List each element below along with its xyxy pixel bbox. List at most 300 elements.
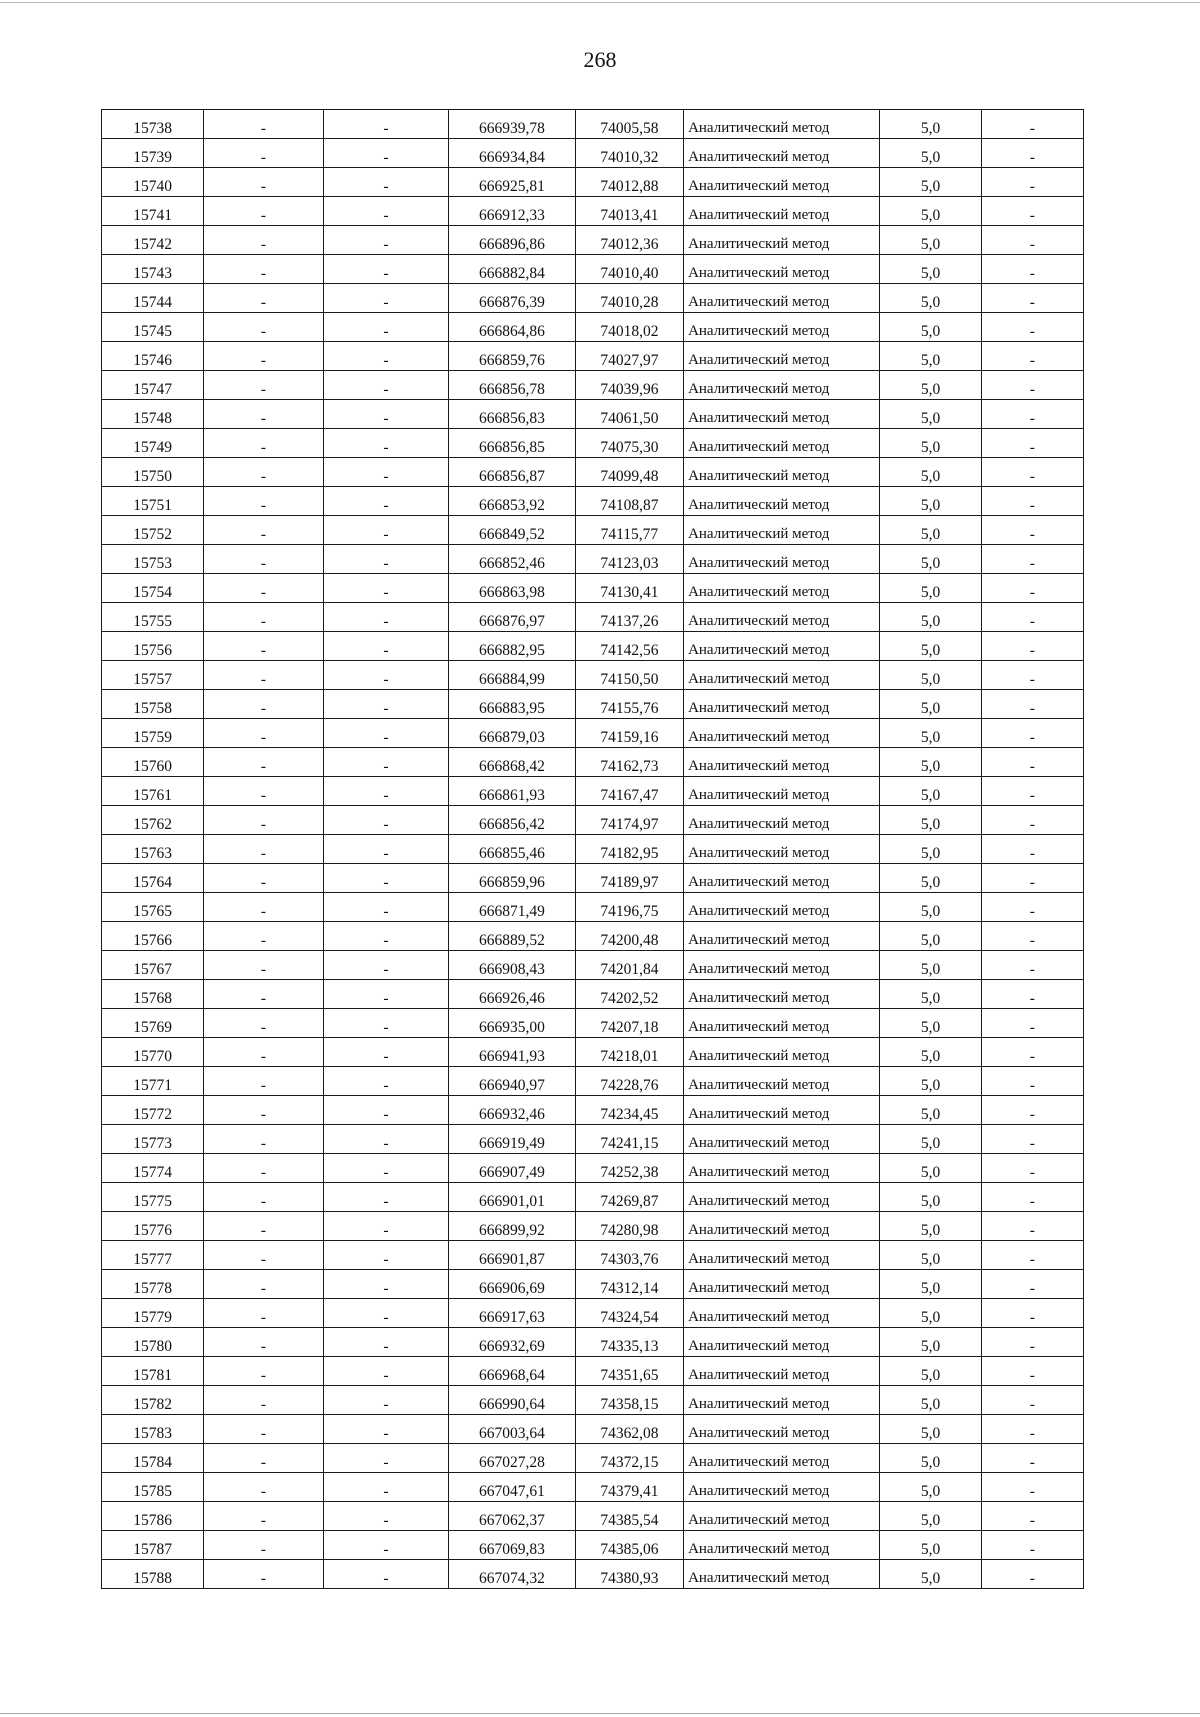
cell-text: 666901,01 <box>479 1193 545 1210</box>
cell-text: - <box>383 1135 389 1152</box>
empty-cell-b <box>323 516 449 545</box>
cell-text: - <box>1029 1367 1035 1384</box>
cell-text: - <box>383 120 389 137</box>
empty-cell-c <box>981 632 1083 661</box>
cell-text: 5,0 <box>920 613 941 630</box>
x-coordinate-cell <box>449 400 576 429</box>
cell-text: 5,0 <box>920 1454 941 1471</box>
cell-text: - <box>383 642 389 659</box>
cell-text: Аналитический метод <box>688 961 830 977</box>
y-coordinate-cell <box>575 255 683 284</box>
cell-text: 15742 <box>133 236 172 253</box>
point-number-cell <box>102 603 204 632</box>
cell-text: 15744 <box>133 294 172 311</box>
empty-cell-c <box>981 1154 1083 1183</box>
table-row <box>102 168 1084 197</box>
empty-cell-c <box>981 922 1083 951</box>
cell-text: Аналитический метод <box>688 1193 830 1209</box>
empty-cell-c <box>981 168 1083 197</box>
cell-text: 5,0 <box>920 874 941 891</box>
empty-cell-c <box>981 255 1083 284</box>
method-cell <box>684 1328 880 1357</box>
table-row <box>102 1357 1084 1386</box>
table-row <box>102 226 1084 255</box>
point-number-cell <box>102 1328 204 1357</box>
cell-text: - <box>260 468 267 485</box>
cell-text: 5,0 <box>920 671 941 688</box>
cell-text: 666906,69 <box>479 1280 545 1297</box>
cell-text: 74010,28 <box>600 294 659 311</box>
cell-text: 74358,15 <box>600 1396 659 1413</box>
empty-cell-c <box>981 342 1083 371</box>
point-number-cell <box>102 1212 204 1241</box>
cell-text: 74130,41 <box>600 584 659 601</box>
cell-text: - <box>260 1077 267 1094</box>
x-coordinate-cell <box>449 371 576 400</box>
cell-text: 15751 <box>133 497 172 514</box>
cell-text: - <box>260 323 267 340</box>
x-coordinate-cell <box>449 1386 576 1415</box>
cell-text: 5,0 <box>920 149 941 166</box>
empty-cell-a <box>204 574 323 603</box>
y-coordinate-cell <box>575 110 683 139</box>
x-coordinate-cell <box>449 893 576 922</box>
empty-cell-b <box>323 719 449 748</box>
cell-text: - <box>260 555 267 572</box>
cell-text: - <box>1029 613 1035 630</box>
empty-cell-b <box>323 1067 449 1096</box>
cell-text: 15787 <box>133 1541 172 1558</box>
accuracy-cell <box>880 487 981 516</box>
cell-text: 666871,49 <box>479 903 545 920</box>
empty-cell-c <box>981 893 1083 922</box>
cell-text: 666859,76 <box>479 352 545 369</box>
cell-text: 666941,93 <box>479 1048 545 1065</box>
table-row <box>102 371 1084 400</box>
empty-cell-b <box>323 487 449 516</box>
method-cell <box>684 632 880 661</box>
accuracy-cell <box>880 1183 981 1212</box>
cell-text: 74202,52 <box>600 990 659 1007</box>
cell-text: - <box>383 149 389 166</box>
cell-text: - <box>383 613 389 630</box>
cell-text: - <box>260 207 267 224</box>
cell-text: 74123,03 <box>600 555 659 572</box>
empty-cell-a <box>204 748 323 777</box>
cell-text: Аналитический метод <box>688 845 830 861</box>
x-coordinate-cell <box>449 429 576 458</box>
cell-text: Аналитический метод <box>688 1454 830 1470</box>
cell-text: - <box>260 1338 267 1355</box>
empty-cell-b <box>323 951 449 980</box>
x-coordinate-cell <box>449 951 576 980</box>
empty-cell-a <box>204 545 323 574</box>
y-coordinate-cell <box>575 1154 683 1183</box>
method-cell <box>684 1183 880 1212</box>
accuracy-cell <box>880 1038 981 1067</box>
cell-text: - <box>383 410 389 427</box>
cell-text: 74362,08 <box>600 1425 659 1442</box>
method-cell <box>684 139 880 168</box>
empty-cell-b <box>323 110 449 139</box>
point-number-cell <box>102 400 204 429</box>
table-row <box>102 574 1084 603</box>
cell-text: 15750 <box>133 468 172 485</box>
cell-text: Аналитический метод <box>688 584 830 600</box>
empty-cell-c <box>981 719 1083 748</box>
accuracy-cell <box>880 1270 981 1299</box>
cell-text: 666864,86 <box>479 323 545 340</box>
x-coordinate-cell <box>449 1415 576 1444</box>
empty-cell-b <box>323 139 449 168</box>
empty-cell-c <box>981 429 1083 458</box>
empty-cell-c <box>981 1125 1083 1154</box>
empty-cell-b <box>323 1038 449 1067</box>
cell-text: - <box>260 1454 267 1471</box>
cell-text: - <box>260 845 267 862</box>
cell-text: 15766 <box>133 932 172 949</box>
cell-text: 15757 <box>133 671 172 688</box>
cell-text: Аналитический метод <box>688 497 830 513</box>
cell-text: 666908,43 <box>479 961 545 978</box>
cell-text: 74324,54 <box>600 1309 659 1326</box>
method-cell <box>684 1125 880 1154</box>
cell-text: 666859,96 <box>479 874 545 891</box>
empty-cell-c <box>981 458 1083 487</box>
cell-text: - <box>1029 1425 1035 1442</box>
cell-text: - <box>260 526 267 543</box>
accuracy-cell <box>880 777 981 806</box>
point-number-cell <box>102 1299 204 1328</box>
cell-text: 666883,95 <box>479 700 545 717</box>
point-number-cell <box>102 110 204 139</box>
point-number-cell <box>102 690 204 719</box>
cell-text: 666940,97 <box>479 1077 545 1094</box>
method-cell <box>684 864 880 893</box>
cell-text: - <box>1029 1164 1035 1181</box>
cell-text: 5,0 <box>920 816 941 833</box>
cell-text: 5,0 <box>920 1193 941 1210</box>
cell-text: 5,0 <box>920 439 941 456</box>
cell-text: Аналитический метод <box>688 1135 830 1151</box>
cell-text: Аналитический метод <box>688 236 830 252</box>
cell-text: 666917,63 <box>479 1309 545 1326</box>
table-row <box>102 922 1084 951</box>
cell-text: - <box>383 1251 389 1268</box>
cell-text: 666882,84 <box>479 265 545 282</box>
cell-text: 15781 <box>133 1367 172 1384</box>
accuracy-cell <box>880 1444 981 1473</box>
cell-text: 15776 <box>133 1222 172 1239</box>
cell-text: - <box>383 294 389 311</box>
empty-cell-c <box>981 1357 1083 1386</box>
y-coordinate-cell <box>575 835 683 864</box>
cell-text: - <box>1029 265 1035 282</box>
table-row <box>102 458 1084 487</box>
empty-cell-b <box>323 893 449 922</box>
x-coordinate-cell <box>449 1502 576 1531</box>
cell-text: 666856,87 <box>479 468 545 485</box>
method-cell <box>684 168 880 197</box>
cell-text: 15755 <box>133 613 172 630</box>
cell-text: - <box>260 1570 267 1587</box>
accuracy-cell <box>880 661 981 690</box>
cell-text: - <box>383 1193 389 1210</box>
x-coordinate-cell <box>449 1299 576 1328</box>
table-row <box>102 777 1084 806</box>
method-cell <box>684 545 880 574</box>
cell-text: Аналитический метод <box>688 671 830 687</box>
cell-text: - <box>383 1367 389 1384</box>
cell-text: Аналитический метод <box>688 149 830 165</box>
cell-text: 666896,86 <box>479 236 545 253</box>
method-cell <box>684 835 880 864</box>
cell-text: 74167,47 <box>600 787 659 804</box>
cell-text: 74150,50 <box>600 671 659 688</box>
table-row <box>102 1270 1084 1299</box>
cell-text: 74207,18 <box>600 1019 659 1036</box>
cell-text: 666861,93 <box>479 787 545 804</box>
method-cell <box>684 1299 880 1328</box>
cell-text: - <box>383 584 389 601</box>
empty-cell-a <box>204 110 323 139</box>
cell-text: - <box>1029 1483 1035 1500</box>
empty-cell-a <box>204 1560 323 1589</box>
cell-text: - <box>1029 903 1035 920</box>
table-row <box>102 1009 1084 1038</box>
empty-cell-a <box>204 429 323 458</box>
empty-cell-b <box>323 980 449 1009</box>
cell-text: 5,0 <box>920 1077 941 1094</box>
cell-text: 5,0 <box>920 990 941 1007</box>
cell-text: - <box>383 352 389 369</box>
cell-text: 666876,97 <box>479 613 545 630</box>
cell-text: 74196,75 <box>600 903 659 920</box>
empty-cell-a <box>204 1299 323 1328</box>
accuracy-cell <box>880 1125 981 1154</box>
accuracy-cell <box>880 284 981 313</box>
y-coordinate-cell <box>575 574 683 603</box>
cell-text: Аналитический метод <box>688 1512 830 1528</box>
cell-text: 5,0 <box>920 1570 941 1587</box>
cell-text: 666907,49 <box>479 1164 545 1181</box>
cell-text: - <box>1029 961 1035 978</box>
point-number-cell <box>102 1241 204 1270</box>
table-row <box>102 864 1084 893</box>
table-row <box>102 661 1084 690</box>
cell-text: - <box>1029 1280 1035 1297</box>
cell-text: - <box>1029 1222 1035 1239</box>
cell-text: - <box>1029 439 1035 456</box>
x-coordinate-cell <box>449 255 576 284</box>
table-row <box>102 603 1084 632</box>
cell-text: - <box>383 207 389 224</box>
cell-text: Аналитический метод <box>688 903 830 919</box>
cell-text: 74075,30 <box>600 439 659 456</box>
point-number-cell <box>102 661 204 690</box>
cell-text: 15743 <box>133 265 172 282</box>
empty-cell-a <box>204 1212 323 1241</box>
accuracy-cell <box>880 690 981 719</box>
accuracy-cell <box>880 458 981 487</box>
point-number-cell <box>102 342 204 371</box>
cell-text: Аналитический метод <box>688 1280 830 1296</box>
point-number-cell <box>102 980 204 1009</box>
cell-text: 666926,46 <box>479 990 545 1007</box>
table-row <box>102 980 1084 1009</box>
y-coordinate-cell <box>575 719 683 748</box>
cell-text: - <box>1029 294 1035 311</box>
cell-text: 5,0 <box>920 1541 941 1558</box>
x-coordinate-cell <box>449 1154 576 1183</box>
cell-text: Аналитический метод <box>688 1541 830 1557</box>
cell-text: Аналитический метод <box>688 207 830 223</box>
empty-cell-b <box>323 1357 449 1386</box>
accuracy-cell <box>880 1386 981 1415</box>
point-number-cell <box>102 516 204 545</box>
empty-cell-c <box>981 748 1083 777</box>
empty-cell-a <box>204 1038 323 1067</box>
empty-cell-b <box>323 690 449 719</box>
point-number-cell <box>102 574 204 603</box>
table-row <box>102 545 1084 574</box>
empty-cell-b <box>323 864 449 893</box>
y-coordinate-cell <box>575 748 683 777</box>
accuracy-cell <box>880 429 981 458</box>
cell-text: 74010,32 <box>600 149 659 166</box>
cell-text: - <box>383 845 389 862</box>
point-number-cell <box>102 1473 204 1502</box>
point-number-cell <box>102 458 204 487</box>
cell-text: 15762 <box>133 816 172 833</box>
accuracy-cell <box>880 1502 981 1531</box>
cell-text: Аналитический метод <box>688 1019 830 1035</box>
cell-text: - <box>260 1367 267 1384</box>
point-number-cell <box>102 806 204 835</box>
method-cell <box>684 342 880 371</box>
x-coordinate-cell <box>449 284 576 313</box>
empty-cell-c <box>981 1096 1083 1125</box>
empty-cell-a <box>204 1502 323 1531</box>
cell-text: 74241,15 <box>600 1135 659 1152</box>
cell-text: - <box>383 874 389 891</box>
cell-text: 15753 <box>133 555 172 572</box>
empty-cell-c <box>981 1473 1083 1502</box>
cell-text: 5,0 <box>920 961 941 978</box>
empty-cell-a <box>204 516 323 545</box>
empty-cell-b <box>323 1415 449 1444</box>
cell-text: 666990,64 <box>479 1396 545 1413</box>
cell-text: 5,0 <box>920 265 941 282</box>
empty-cell-a <box>204 1357 323 1386</box>
cell-text: Аналитический метод <box>688 729 830 745</box>
method-cell <box>684 429 880 458</box>
cell-text: 74312,14 <box>600 1280 659 1297</box>
cell-text: 5,0 <box>920 700 941 717</box>
accuracy-cell <box>880 545 981 574</box>
x-coordinate-cell <box>449 1560 576 1589</box>
method-cell <box>684 110 880 139</box>
empty-cell-a <box>204 1328 323 1357</box>
cell-text: - <box>260 1222 267 1239</box>
cell-text: 666853,92 <box>479 497 545 514</box>
accuracy-cell <box>880 1299 981 1328</box>
empty-cell-c <box>981 1270 1083 1299</box>
method-cell <box>684 777 880 806</box>
point-number-cell <box>102 226 204 255</box>
table-row <box>102 1067 1084 1096</box>
empty-cell-b <box>323 632 449 661</box>
cell-text: 74385,54 <box>600 1512 659 1529</box>
cell-text: 666849,52 <box>479 526 545 543</box>
table-row <box>102 429 1084 458</box>
table-row <box>102 255 1084 284</box>
cell-text: 5,0 <box>920 236 941 253</box>
empty-cell-c <box>981 1444 1083 1473</box>
cell-text: 5,0 <box>920 381 941 398</box>
point-number-cell <box>102 371 204 400</box>
cell-text: - <box>1029 932 1035 949</box>
empty-cell-a <box>204 835 323 864</box>
cell-text: Аналитический метод <box>688 294 830 310</box>
cell-text: - <box>383 1512 389 1529</box>
cell-text: 74108,87 <box>600 497 659 514</box>
cell-text: Аналитический метод <box>688 613 830 629</box>
point-number-cell <box>102 719 204 748</box>
cell-text: 5,0 <box>920 1048 941 1065</box>
cell-text: - <box>1029 178 1035 195</box>
cell-text: - <box>260 1019 267 1036</box>
cell-text: - <box>1029 468 1035 485</box>
cell-text: 15754 <box>133 584 172 601</box>
table-row <box>102 1328 1084 1357</box>
method-cell <box>684 1357 880 1386</box>
cell-text: - <box>260 497 267 514</box>
empty-cell-c <box>981 574 1083 603</box>
cell-text: 5,0 <box>920 294 941 311</box>
x-coordinate-cell <box>449 487 576 516</box>
cell-text: - <box>383 1019 389 1036</box>
point-number-cell <box>102 1183 204 1212</box>
cell-text: 5,0 <box>920 352 941 369</box>
cell-text: 15771 <box>133 1077 172 1094</box>
cell-text: 15739 <box>133 149 172 166</box>
empty-cell-a <box>204 313 323 342</box>
cell-text: 74372,15 <box>600 1454 659 1471</box>
method-cell <box>684 1009 880 1038</box>
method-cell <box>684 980 880 1009</box>
cell-text: Аналитический метод <box>688 555 830 571</box>
accuracy-cell <box>880 139 981 168</box>
point-number-cell <box>102 632 204 661</box>
cell-text: - <box>383 1106 389 1123</box>
cell-text: - <box>383 526 389 543</box>
cell-text: Аналитический метод <box>688 1338 830 1354</box>
cell-text: 15788 <box>133 1570 172 1587</box>
table-row <box>102 1154 1084 1183</box>
accuracy-cell <box>880 1009 981 1038</box>
cell-text: 74303,76 <box>600 1251 659 1268</box>
method-cell <box>684 1386 880 1415</box>
cell-text: 5,0 <box>920 903 941 920</box>
method-cell <box>684 1038 880 1067</box>
table-row <box>102 342 1084 371</box>
table-row <box>102 110 1084 139</box>
empty-cell-b <box>323 748 449 777</box>
y-coordinate-cell <box>575 1270 683 1299</box>
cell-text: - <box>383 265 389 282</box>
y-coordinate-cell <box>575 429 683 458</box>
